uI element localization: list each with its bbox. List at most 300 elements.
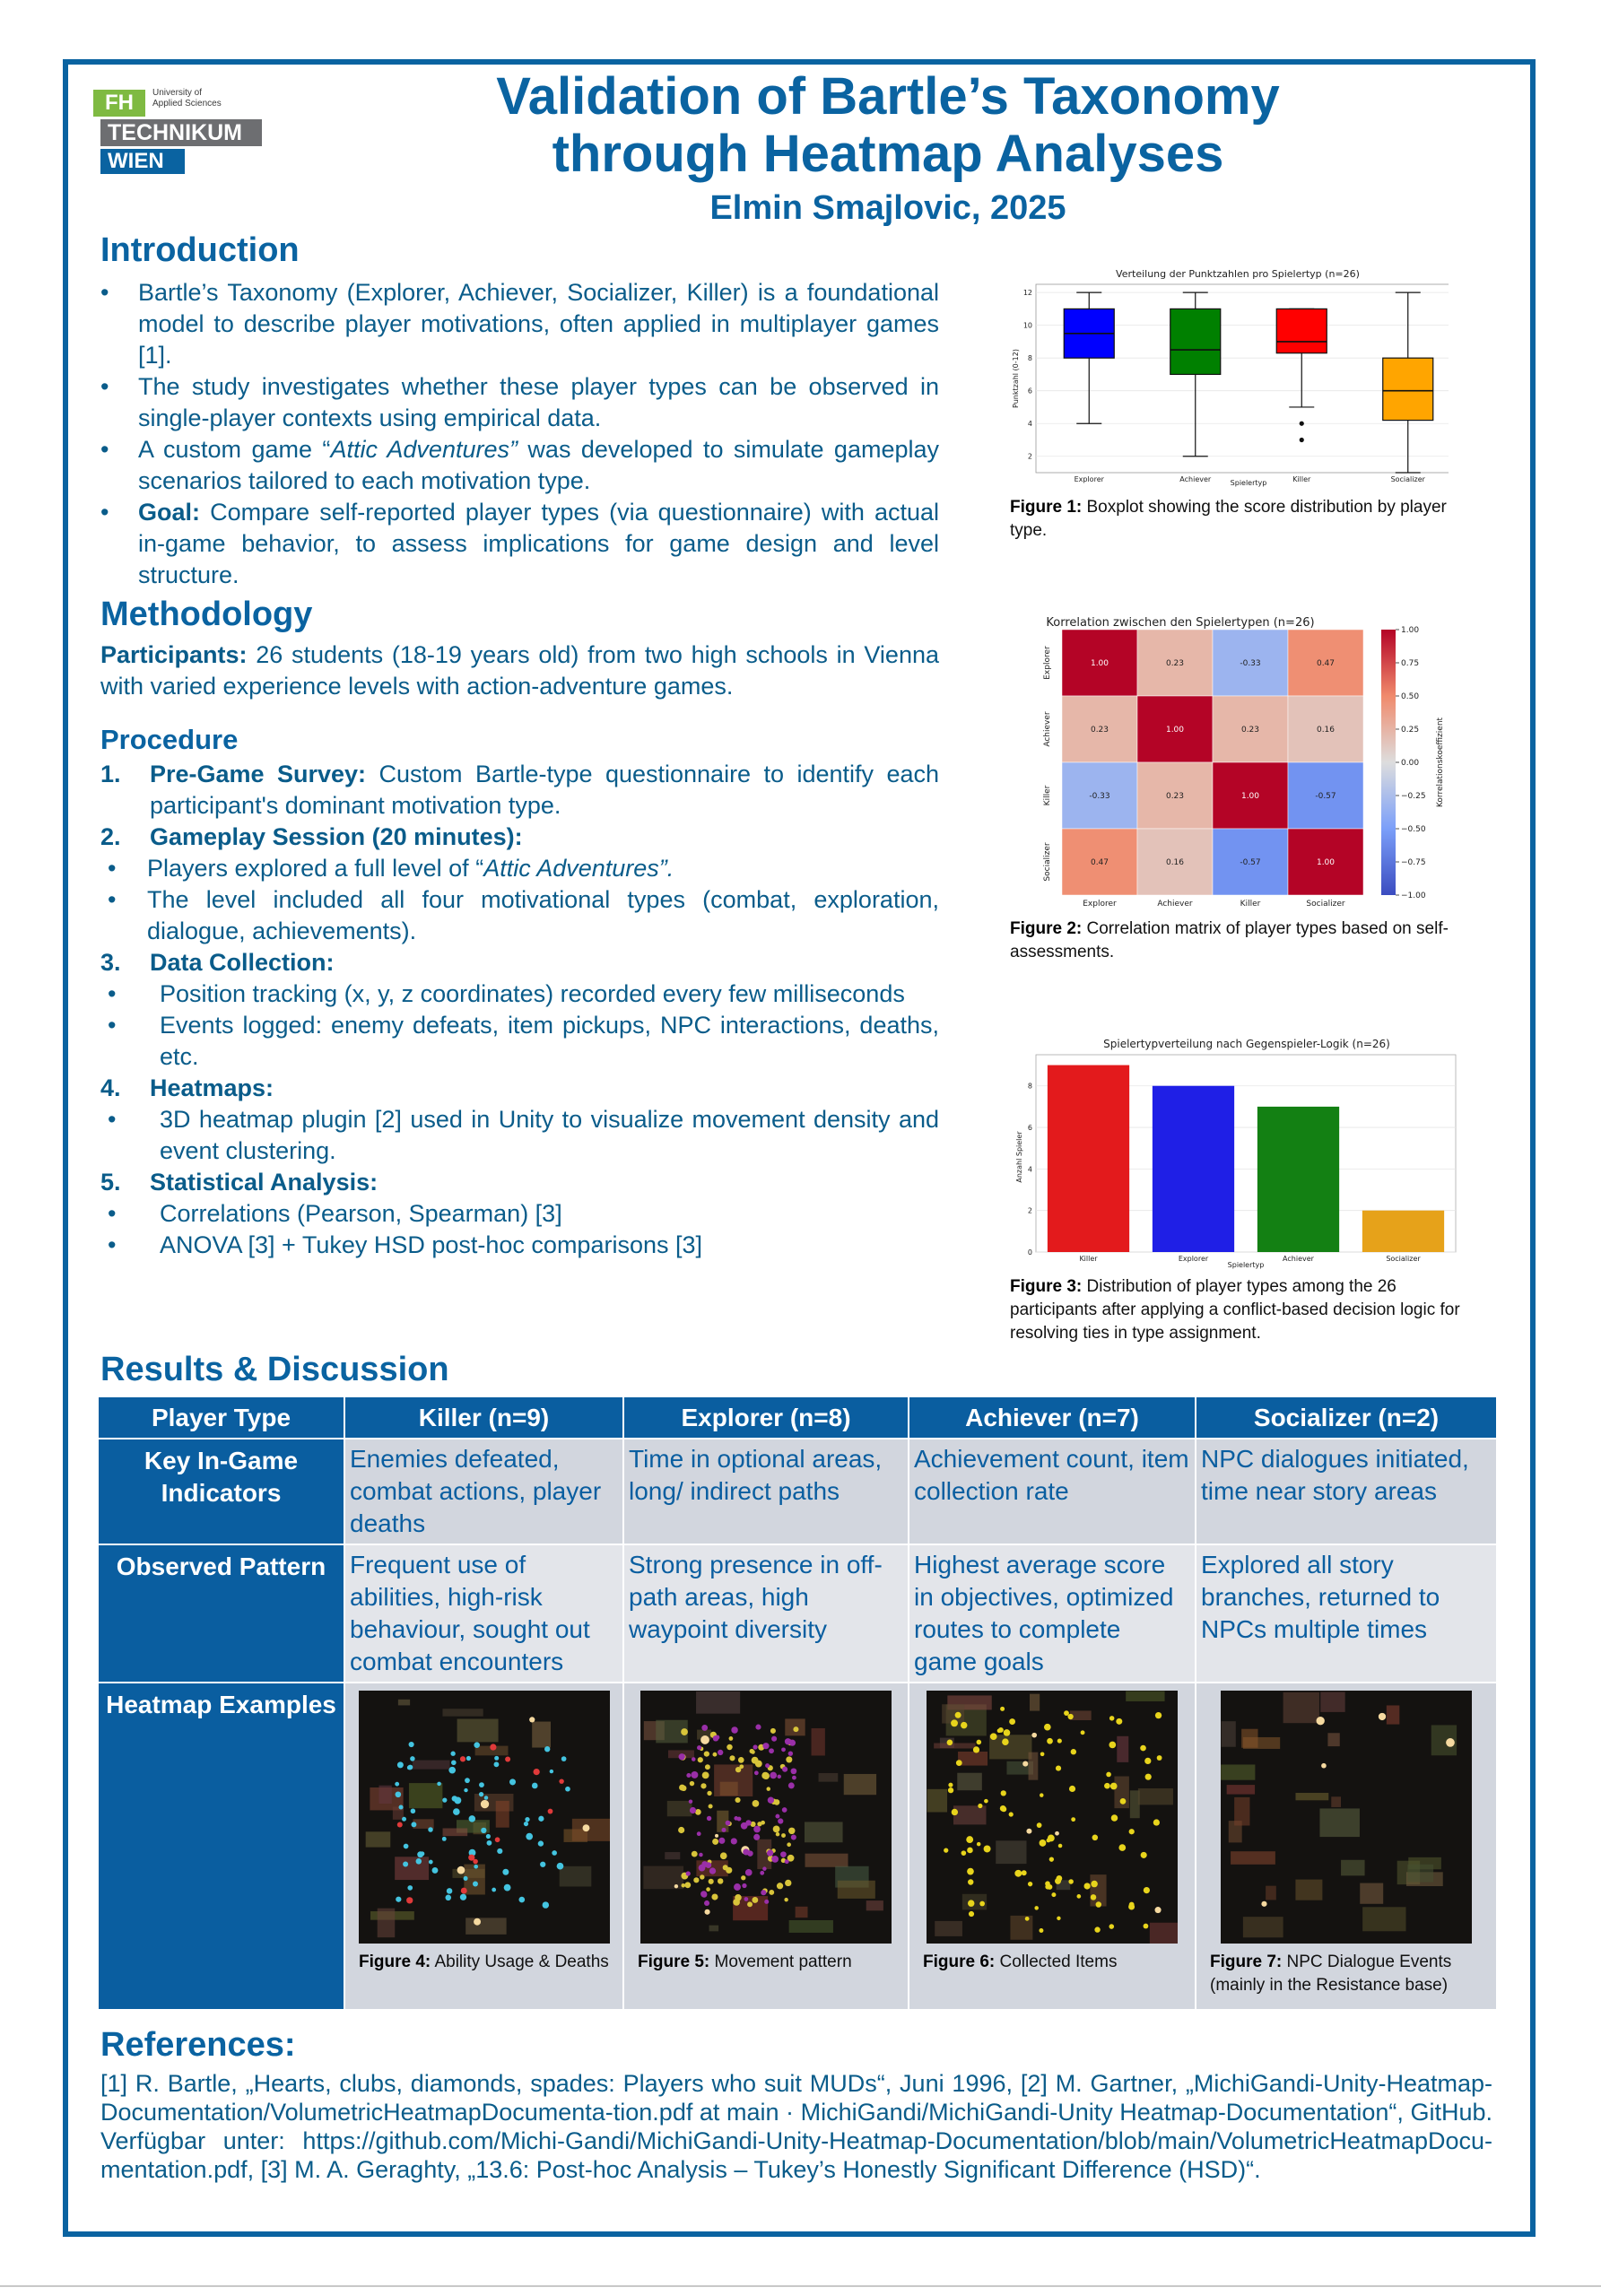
- heatmap-scene-shape: [796, 1907, 808, 1918]
- figure5-caption-label: Figure 5:: [638, 1952, 710, 1971]
- heatmap-dot: [753, 1834, 760, 1840]
- figure2-caption: [1010, 918, 1476, 964]
- figure2-ylabel: Explorer: [1043, 646, 1052, 680]
- heatmap-dot: [465, 1778, 470, 1783]
- heatmap-dot: [1111, 1814, 1118, 1822]
- heatmap-scene-shape: [714, 1764, 753, 1796]
- heatmap-dot: [1037, 1822, 1042, 1828]
- heatmap-dot: [1028, 1882, 1032, 1886]
- heatmap-dot: [537, 1840, 543, 1846]
- bullet-glyph: •: [108, 855, 117, 882]
- heatmap-dot: [709, 1867, 716, 1874]
- goal-label: Goal:: [138, 499, 201, 526]
- figure2-cell-label: 0.16: [1165, 858, 1185, 867]
- heatmap-dot: [770, 1728, 776, 1734]
- heatmap-scene-shape: [1362, 1907, 1405, 1931]
- bullet-glyph: •: [108, 1200, 117, 1227]
- figure3-ytick-label: 0: [1027, 1248, 1032, 1257]
- heatmap-dot: [782, 1807, 787, 1813]
- step-label: Pre-Game Survey:: [150, 761, 367, 787]
- heatmap-dot: [705, 1764, 710, 1770]
- heatmap-dot: [441, 1837, 446, 1841]
- figure2-cells: [1043, 630, 1363, 909]
- figure1-xlabel: Spielertyp: [1230, 479, 1267, 487]
- heatmap-scene-shape: [495, 1801, 509, 1828]
- heatmap-dot: [1002, 1738, 1009, 1745]
- step-bullet: [100, 884, 939, 947]
- heatmap-scene-shape: [1234, 1797, 1249, 1826]
- figure3-bar: [1153, 1086, 1234, 1252]
- heatmap-dot: [770, 1772, 777, 1779]
- figure1-caption-label: Figure 1:: [1010, 498, 1083, 517]
- logo-line1: University of: [152, 88, 203, 98]
- heatmap-scene-shape: [1327, 1733, 1339, 1746]
- author-line: Elmin Smajlovic, 2025: [709, 189, 1066, 227]
- heatmap-dot: [1034, 1906, 1039, 1910]
- heatmap-dot: [406, 1897, 413, 1903]
- intro-bullet: [100, 434, 939, 497]
- figure2-correlation-matrix: [1014, 610, 1462, 910]
- title-line2: through Heatmap Analyses: [552, 125, 1224, 183]
- heatmap-dot: [1040, 1752, 1045, 1756]
- heatmap-dot: [744, 1897, 748, 1901]
- figure2-cell-label: 0.23: [1240, 726, 1260, 735]
- heatmap-dot: [771, 1736, 777, 1742]
- heatmap-dot: [792, 1776, 796, 1780]
- heatmap-scene-shape: [1295, 1880, 1322, 1900]
- figure2-colorbar-ticks: [1396, 626, 1426, 900]
- step-number: 3.: [100, 949, 121, 976]
- heatmap-dot: [410, 1808, 415, 1813]
- step-number: 2.: [100, 823, 121, 850]
- figure3-xlabel: Spielertyp: [1227, 1261, 1265, 1269]
- heatmap-dot: [549, 1770, 553, 1773]
- heatmap-scene-shape: [866, 1900, 883, 1910]
- heatmap-scene-shape: [442, 1828, 467, 1836]
- figure2-ylabel: Killer: [1043, 785, 1052, 806]
- heatmap-scene-shape: [1231, 1851, 1275, 1865]
- heatmap-dot: [706, 1887, 710, 1892]
- heatmap-scene-shape: [1407, 1865, 1433, 1883]
- heatmap-scene-shape: [996, 1840, 1026, 1864]
- heatmap-dot: [952, 1809, 958, 1815]
- page-bottom-divider: [0, 2285, 1601, 2287]
- heatmap-dot: [565, 1787, 570, 1792]
- figure1-caption-text: Boxplot showing the score distribution by player type.: [1010, 498, 1447, 540]
- heatmap-dot: [718, 1750, 723, 1755]
- logo-university-text: [152, 88, 222, 109]
- heatmap-dot: [977, 1740, 982, 1745]
- heatmap-dot: [757, 1822, 761, 1826]
- heatmap-scene-shape: [571, 1819, 609, 1841]
- heatmap-dot: [1000, 1805, 1006, 1812]
- heatmap-dot: [776, 1832, 780, 1837]
- heatmap-dot: [1001, 1790, 1006, 1796]
- heatmap-dot: [727, 1744, 732, 1750]
- heatmap-dot: [701, 1892, 708, 1898]
- figure6-caption-label: Figure 6:: [923, 1952, 996, 1971]
- heatmap-dot: [690, 1781, 694, 1786]
- heatmap-dot: [474, 1742, 480, 1748]
- heatmap-dot: [762, 1743, 769, 1749]
- figure4-caption-label: Figure 4:: [359, 1952, 431, 1971]
- figure2-cell-label: 0.16: [1316, 726, 1336, 735]
- heatmap-dot: [497, 1848, 502, 1854]
- heatmap-light: [700, 1735, 709, 1744]
- heatmap-dot: [492, 1888, 496, 1892]
- heatmap-dot: [737, 1817, 742, 1822]
- heatmap-dot: [956, 1760, 962, 1766]
- table-cell: Achievement count, item collection rate: [909, 1439, 1196, 1544]
- heatmap-dot: [745, 1869, 753, 1876]
- intro-bullet-text: The study investigates whether these player types can be observed in single-player contexts using empirical data.: [138, 373, 939, 431]
- heatmap-dot: [547, 1809, 553, 1814]
- heatmap-dot: [1140, 1745, 1146, 1752]
- heatmap-scene-shape: [1243, 1917, 1283, 1937]
- step-bullet-text: Players explored a full level of “: [147, 855, 484, 882]
- figure2-colorbar-tick-label: 0.25: [1401, 726, 1420, 735]
- heatmap-dot: [1047, 1738, 1053, 1744]
- heatmap-dot: [474, 1865, 478, 1869]
- heatmap-dot: [697, 1745, 701, 1750]
- heatmap-dot: [486, 1840, 492, 1846]
- heatmap-dot: [561, 1756, 566, 1761]
- figure2-cell-label: -0.57: [1315, 792, 1336, 801]
- heatmap-scene-shape: [1241, 1729, 1257, 1748]
- heatmap-dot: [723, 1865, 728, 1870]
- heatmap-dot: [533, 1769, 539, 1775]
- heatmap-dot: [415, 1858, 422, 1865]
- heatmap-dot: [1056, 1766, 1061, 1771]
- figure1-xtick-label: Socializer: [1390, 475, 1425, 483]
- figure1-outlier: [1300, 422, 1304, 426]
- step-bullet-text: Events logged: enemy defeats, item pickups, NPC interactions, deaths, etc.: [160, 1012, 939, 1070]
- heatmap-light: [1317, 1717, 1325, 1725]
- heatmap-dot: [699, 1853, 702, 1857]
- procedure-step: [100, 1073, 939, 1104]
- heatmap-dot: [948, 1783, 953, 1787]
- logo-line2: Applied Sciences: [152, 99, 222, 109]
- figure2-colorbar-tick-label: 0.75: [1401, 659, 1420, 668]
- heatmap-dot: [493, 1761, 499, 1767]
- heatmap-dot: [406, 1765, 411, 1770]
- figure1-ylabel: Punktzahl (0-12): [1012, 349, 1020, 408]
- heatmap-scene-shape: [1331, 1796, 1341, 1807]
- heatmap-dot: [1058, 1844, 1063, 1848]
- heatmap-dot: [788, 1782, 795, 1788]
- heatmap-dot: [417, 1851, 423, 1857]
- heatmap-dot: [1044, 1724, 1051, 1731]
- heatmap-scene-shape: [377, 1909, 395, 1938]
- heatmap-dot: [704, 1900, 709, 1906]
- heatmap-dot: [713, 1735, 719, 1742]
- heatmap-dot: [681, 1883, 685, 1888]
- figure2-colorbar-label: Korrelationskoeffizient: [1436, 717, 1445, 808]
- references-heading: References:: [100, 2026, 296, 2064]
- table-header: Socializer (n=2): [1196, 1396, 1497, 1439]
- heatmap-dot: [1106, 1772, 1111, 1778]
- game-title: Attic Adventures”: [330, 436, 518, 463]
- heatmap-scene-shape: [1319, 1808, 1359, 1837]
- heatmap-scene-shape: [559, 1866, 591, 1887]
- step-text: Custom Bartle-type questionnaire to identify each participant's dominant motivation type.: [150, 761, 939, 819]
- heatmap-dot: [1153, 1819, 1160, 1825]
- heatmap-dot: [451, 1760, 457, 1765]
- row-label: Observed Pattern: [98, 1544, 344, 1683]
- heatmap-dot: [692, 1851, 698, 1857]
- heatmap-dot: [686, 1871, 691, 1875]
- procedure-step: [100, 759, 939, 822]
- figure7-caption: [1201, 1951, 1492, 1997]
- heatmap-dot: [773, 1826, 780, 1833]
- heatmap-scene-shape: [844, 1774, 876, 1795]
- figure2-cell-label: 0.47: [1316, 659, 1336, 668]
- heatmap-scene-shape: [665, 1852, 680, 1859]
- figure5-caption: [629, 1951, 903, 1974]
- heatmap-dot: [431, 1867, 438, 1874]
- heatmap-dot: [1071, 1749, 1076, 1754]
- heatmap-dot: [712, 1752, 717, 1757]
- step-label: Heatmaps:: [150, 1074, 274, 1101]
- heatmap-dot: [1092, 1835, 1099, 1841]
- step-number: 4.: [100, 1074, 121, 1101]
- heatmap-dot: [973, 1746, 979, 1752]
- figure2-cell-label: 1.00: [1316, 858, 1336, 867]
- figure2-colorbar-tick-label: −0.75: [1401, 858, 1426, 867]
- procedure-heading: Procedure: [100, 724, 239, 755]
- heatmap-dot: [395, 1791, 401, 1797]
- heatmap-dot: [753, 1800, 760, 1807]
- figure1-outlier: [1300, 438, 1304, 442]
- heatmap-dot: [721, 1828, 726, 1832]
- heatmap-dot: [446, 1888, 452, 1894]
- heatmap-scene-shape: [1295, 1793, 1328, 1800]
- heatmap-dot: [459, 1894, 466, 1900]
- heatmap-dot: [709, 1804, 713, 1808]
- heatmap-dot: [460, 1888, 466, 1894]
- heatmap-scene-shape: [805, 1854, 848, 1867]
- heatmap-dot: [967, 1848, 973, 1854]
- heatmap-scene-shape: [532, 1722, 551, 1748]
- heatmap-dot: [755, 1761, 762, 1768]
- heatmap-dot: [768, 1797, 774, 1804]
- heatmap-scene-shape: [958, 1752, 988, 1766]
- table-row: [98, 1439, 1497, 1544]
- heatmap-scene-shape: [957, 1773, 982, 1790]
- heatmap-dot: [787, 1842, 791, 1847]
- figure2-cell-label: 1.00: [1165, 726, 1185, 735]
- introduction-list: [100, 277, 939, 591]
- game-title: Attic Adventures”.: [483, 855, 674, 882]
- heatmap-dot: [711, 1893, 718, 1900]
- heatmap-light: [1031, 1733, 1037, 1738]
- heatmap-dot: [445, 1895, 451, 1901]
- heatmap-scene-shape: [805, 1822, 843, 1842]
- figure3-bar: [1257, 1107, 1339, 1252]
- step-bullet-text: 3D heatmap plugin [2] used in Unity to visualize movement density and event clustering.: [160, 1106, 939, 1164]
- heatmap-dot: [1051, 1892, 1056, 1897]
- heatmap-dot: [700, 1874, 704, 1879]
- procedure-step: [100, 947, 939, 978]
- heatmap-scene-shape: [1029, 1752, 1039, 1780]
- heatmap-light: [1379, 1713, 1386, 1720]
- figure1-ytick-label: 8: [1027, 354, 1032, 363]
- heatmap-scene-shape: [1126, 1691, 1164, 1700]
- heatmap-scene-shape: [1360, 1883, 1383, 1904]
- heatmap-dot: [777, 1775, 780, 1779]
- heatmap-dot: [531, 1783, 537, 1789]
- heatmap-dot: [526, 1833, 533, 1840]
- heatmap-dot: [769, 1748, 774, 1753]
- heatmap-dot: [398, 1805, 403, 1809]
- heatmap-dot: [701, 1725, 708, 1731]
- heatmap-scene-shape: [819, 1773, 839, 1782]
- heatmap-dot: [761, 1772, 769, 1779]
- heatmap-dot: [947, 1740, 953, 1746]
- heatmap-dot: [450, 1752, 455, 1756]
- heatmap-dot: [453, 1808, 460, 1815]
- heatmap-dot: [459, 1756, 465, 1761]
- heatmap-cell: [623, 1683, 909, 2010]
- procedure-step: [100, 1167, 939, 1198]
- heatmap-dot: [485, 1834, 490, 1839]
- heatmap-dot: [1069, 1786, 1075, 1792]
- heatmap-scene-shape: [934, 1743, 975, 1748]
- heatmap-dot: [791, 1768, 797, 1774]
- heatmap-dot: [1145, 1774, 1152, 1780]
- figure6-caption-text: Collected Items: [995, 1952, 1118, 1971]
- figure3-ytick-label: 4: [1027, 1165, 1032, 1174]
- figure3-ytick-label: 8: [1027, 1082, 1032, 1091]
- heatmap-scene-shape: [1138, 1788, 1173, 1805]
- heatmap-cell: [909, 1683, 1196, 2010]
- heatmap-dot: [978, 1804, 982, 1808]
- heatmap-dot: [702, 1771, 709, 1779]
- heatmap-scene-shape: [365, 1831, 390, 1847]
- heatmap-dot: [679, 1753, 685, 1760]
- heatmap-dot: [540, 1862, 545, 1867]
- figure1-xtick-label: Achiever: [1179, 475, 1212, 483]
- figure1-marks: [1064, 292, 1433, 483]
- figure3-xtick-label: Explorer: [1178, 1255, 1209, 1263]
- heatmap-dot: [771, 1857, 776, 1861]
- heatmap-dot: [729, 1736, 734, 1741]
- heatmap-dot: [786, 1756, 792, 1762]
- heatmap-dot: [408, 1742, 413, 1747]
- heatmap-dot: [403, 1844, 408, 1849]
- heatmap-dot: [735, 1797, 740, 1803]
- heatmap-scene-shape: [935, 1921, 962, 1936]
- heatmap-dot: [731, 1726, 737, 1733]
- heatmap-dot: [984, 1799, 988, 1804]
- heatmap-dot: [747, 1901, 753, 1907]
- figure1-boxplot: [1009, 262, 1449, 488]
- heatmap-dot: [466, 1756, 470, 1761]
- heatmap-dot: [681, 1728, 688, 1735]
- figure2-cell-label: 0.47: [1090, 858, 1109, 867]
- figure1-xtick-label: Killer: [1292, 475, 1311, 483]
- heatmap-scene-shape: [466, 1918, 506, 1934]
- heatmap-scene-shape: [953, 1805, 987, 1824]
- heatmap-scene-shape: [378, 1786, 391, 1804]
- figure2-colorbar: [1381, 630, 1396, 895]
- heatmap-dot: [769, 1890, 774, 1895]
- heatmap-dot: [1009, 1812, 1014, 1816]
- heatmap-scene-shape: [1090, 1874, 1106, 1906]
- intro-bullet-pre: A custom game “: [138, 436, 331, 463]
- heatmap-dot: [764, 1900, 769, 1904]
- heatmap-cell: [1196, 1683, 1497, 2010]
- figure2-cell-label: 1.00: [1240, 792, 1260, 801]
- heatmap-dot: [538, 1816, 544, 1822]
- heatmap-dot: [781, 1747, 786, 1752]
- heatmap-dot: [503, 1884, 510, 1892]
- heatmap-dot: [781, 1833, 786, 1838]
- figure3-bar: [1362, 1211, 1444, 1252]
- figure1-xtick-label: Explorer: [1074, 475, 1104, 483]
- heatmap-dot: [1004, 1729, 1011, 1736]
- heatmap-scene-shape: [412, 1761, 449, 1770]
- table-cell: Enemies defeated, combat actions, player deaths: [344, 1439, 623, 1544]
- results-heading: Results & Discussion: [100, 1351, 449, 1388]
- heatmap-dot: [1081, 1730, 1085, 1735]
- heatmap-dot: [1109, 1716, 1114, 1720]
- table-row: [98, 1544, 1497, 1683]
- heatmap-dot: [686, 1773, 691, 1778]
- row-label: Key In-Game Indicators: [98, 1439, 344, 1544]
- figure3-marks: [1048, 1065, 1444, 1263]
- results-table: [97, 1396, 1498, 2011]
- heatmap-scene-shape: [1266, 1886, 1276, 1900]
- heatmap-dot: [697, 1831, 701, 1836]
- figure1-ytick-label: 2: [1027, 452, 1032, 461]
- heatmap-scene-shape: [667, 1801, 692, 1816]
- heatmap-dot: [968, 1879, 973, 1884]
- heatmap-dot: [1118, 1844, 1126, 1851]
- heatmap-dot: [692, 1757, 696, 1761]
- heatmap-light: [529, 1717, 535, 1722]
- heatmap-dot: [707, 1816, 711, 1821]
- heatmap-scene-shape: [442, 1709, 483, 1716]
- heatmap-dot: [731, 1838, 737, 1844]
- figure3-xtick-label: Killer: [1079, 1255, 1098, 1263]
- heatmap-dot: [750, 1749, 754, 1753]
- heatmap-dot: [690, 1807, 696, 1813]
- heatmap-dot: [1157, 1755, 1162, 1761]
- heatmap-dot: [720, 1852, 727, 1859]
- heatmap-dot: [411, 1822, 416, 1827]
- heatmap-dot: [454, 1796, 461, 1804]
- bullet-glyph: •: [108, 1106, 117, 1133]
- heatmap-dot: [984, 1845, 991, 1852]
- heatmap-scene-shape: [927, 1789, 947, 1813]
- heatmap-dot: [542, 1901, 548, 1908]
- heatmap-dot: [1096, 1901, 1101, 1907]
- heatmap-dot: [753, 1826, 761, 1833]
- heatmap-dot: [1014, 1870, 1022, 1877]
- heatmap-dot: [679, 1785, 685, 1791]
- heatmap-movement-image: [640, 1691, 892, 1944]
- step-label: Gameplay Session (20 minutes):: [150, 823, 523, 850]
- figure4-caption: [350, 1951, 618, 1974]
- heatmap-dot: [765, 1763, 770, 1768]
- heatmap-dot: [1116, 1718, 1122, 1725]
- table-header: Player Type: [98, 1396, 344, 1439]
- step-bullet: [100, 1198, 939, 1230]
- heatmap-dot: [1144, 1758, 1151, 1764]
- figure2-colorbar-tick-label: −0.50: [1401, 825, 1426, 834]
- heatmap-dot: [760, 1871, 764, 1875]
